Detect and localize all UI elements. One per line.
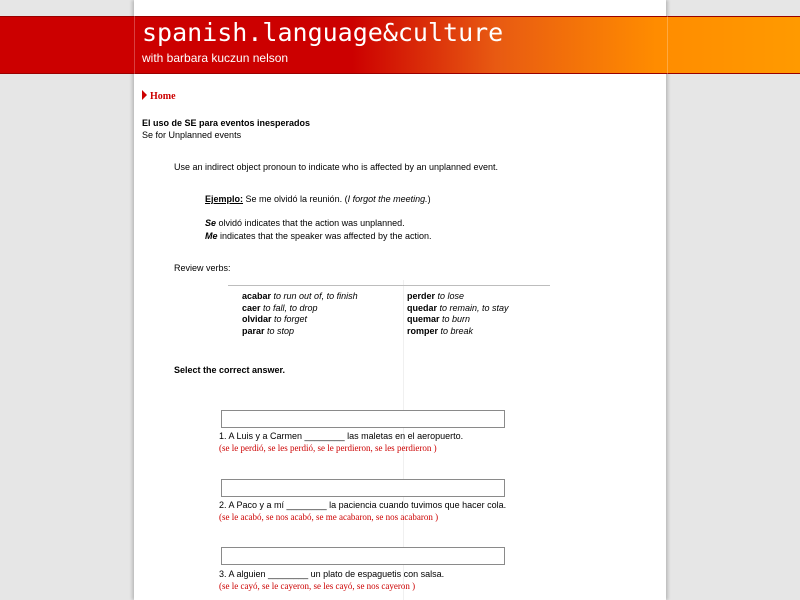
verb-meaning: to forget xyxy=(271,314,308,324)
verb-item xyxy=(242,303,318,313)
verb-meaning: to lose xyxy=(435,291,465,301)
example-translation: I forgot the meeting. xyxy=(347,194,428,204)
verb-meaning: to remain, to stay xyxy=(437,303,509,313)
answer-input-3[interactable] xyxy=(221,547,505,565)
note-se-word: Se xyxy=(205,218,217,228)
example-label: Ejemplo: xyxy=(205,194,244,204)
lesson-subtitle: Se for Unplanned events xyxy=(142,130,242,140)
site-subtitle: with barbara kuczun nelson xyxy=(142,51,289,65)
home-link-label: Home xyxy=(150,91,176,102)
verb-meaning: to burn xyxy=(439,314,471,324)
verb-item xyxy=(407,291,464,301)
top-strip xyxy=(134,0,666,16)
verb-word: olvidar xyxy=(242,314,272,324)
verb-word: acabar xyxy=(242,291,272,301)
verb-word: romper xyxy=(407,326,439,336)
verb-item xyxy=(407,314,470,324)
note-me-word: Me xyxy=(205,231,218,241)
quiz-instruction: Select the correct answer. xyxy=(174,365,286,375)
note-me-text: indicates that the speaker was affected by the action. xyxy=(217,231,432,241)
verb-word: quemar xyxy=(407,314,440,324)
note-se-text: olvidó indicates that the action was unplanned. xyxy=(216,218,405,228)
example-close: ) xyxy=(427,194,431,204)
site-title: spanish.language&culture xyxy=(142,18,504,47)
verb-meaning: to fall, to drop xyxy=(260,303,318,313)
verb-item xyxy=(242,326,294,336)
lesson-intro: Use an indirect object pronoun to indicate who is affected by an unplanned event. xyxy=(174,162,499,172)
verb-word: parar xyxy=(242,326,265,336)
question-options-1: (se le perdió, se les perdió, se le perdieron, se les perdieron ) xyxy=(219,443,437,453)
verb-table-rule xyxy=(228,285,550,286)
question-text-3: 3. A alguien ________ un plato de espaguetis con salsa. xyxy=(219,569,445,579)
note-me xyxy=(205,231,431,241)
verb-meaning: to run out of, to finish xyxy=(271,291,358,301)
verb-word: perder xyxy=(407,291,436,301)
answer-input-2[interactable] xyxy=(221,479,505,497)
example-text: Se me olvidó la reunión. ( xyxy=(243,194,348,204)
verb-item xyxy=(407,326,473,336)
question-options-2: (se le acabó, se nos acabó, se me acabaron, se nos acabaron ) xyxy=(219,512,439,522)
home-link[interactable] xyxy=(142,90,176,102)
question-text-2: 2. A Paco y a mí ________ la paciencia cuando tuvimos que hacer cola. xyxy=(219,500,507,510)
example-line xyxy=(205,194,431,204)
verb-item xyxy=(242,314,307,324)
verb-item xyxy=(242,291,358,301)
arrow-right-icon xyxy=(142,90,147,100)
lesson-title: El uso de SE para eventos inesperados xyxy=(142,118,311,128)
verb-item xyxy=(407,303,509,313)
note-se xyxy=(205,218,405,228)
question-options-3: (se le cayó, se le cayeron, se les cayó, se nos cayeron ) xyxy=(219,581,416,591)
question-text-1: 1. A Luis y a Carmen ________ las maletas en el aeropuerto. xyxy=(219,431,464,441)
review-label: Review verbs: xyxy=(174,263,231,273)
verb-meaning: to break xyxy=(438,326,474,336)
answer-input-1[interactable] xyxy=(221,410,505,428)
verb-word: caer xyxy=(242,303,261,313)
verb-word: quedar xyxy=(407,303,438,313)
verb-meaning: to stop xyxy=(264,326,295,336)
page-container xyxy=(134,0,666,600)
